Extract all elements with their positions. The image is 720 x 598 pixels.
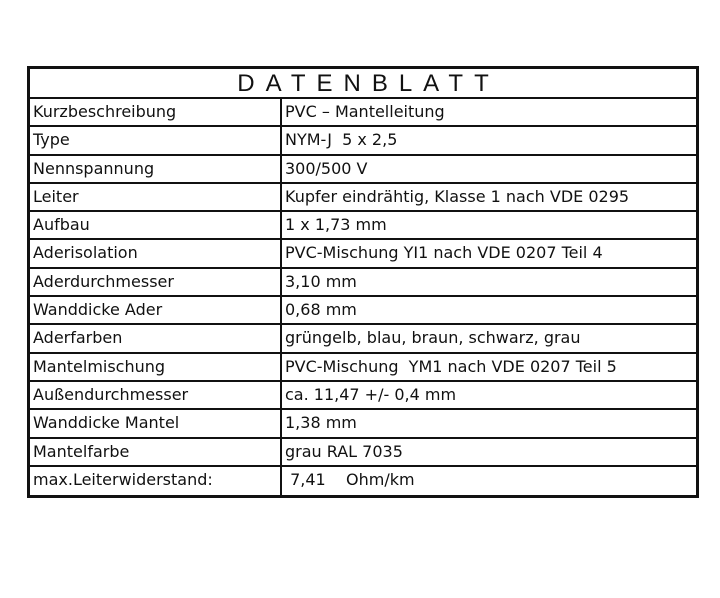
row-label: max.Leiterwiderstand: xyxy=(30,467,282,495)
row-value: 300/500 V xyxy=(285,158,368,178)
row-value: 7,41 Ohm/km xyxy=(285,469,415,489)
row-label: Wanddicke Ader xyxy=(30,297,282,323)
row-label: Aufbau xyxy=(30,212,282,238)
row-label: Außendurchmesser xyxy=(30,382,282,408)
row-value: Kupfer eindrähtig, Klasse 1 nach VDE 0295 xyxy=(285,186,630,206)
row-value: PVC – Mantelleitung xyxy=(285,102,445,121)
table-row-wanddicke-mantel xyxy=(30,410,696,438)
row-value: 1 x 1,73 mm xyxy=(285,215,387,235)
row-value: 0,68 mm xyxy=(285,300,357,320)
row-label: Aderdurchmesser xyxy=(30,269,282,295)
row-value: 1,38 mm xyxy=(285,413,357,433)
table-row-max-leiterwiderstand xyxy=(30,467,696,495)
row-label: Nennspannung xyxy=(30,156,282,182)
table-row-aderdurchmesser xyxy=(30,269,696,297)
row-value: ca. 11,47 +/- 0,4 mm xyxy=(285,384,457,404)
row-value: grüngelb, blau, braun, schwarz, grau xyxy=(285,328,581,348)
row-label: Type xyxy=(30,127,282,153)
table-row-leiter xyxy=(30,184,696,212)
table-row-nennspannung xyxy=(30,156,696,184)
datasheet-title: DATENBLATT xyxy=(237,70,500,97)
table-row-wanddicke-ader xyxy=(30,297,696,325)
row-value: PVC-Mischung YI1 nach VDE 0207 Teil 4 xyxy=(285,243,603,263)
title-row xyxy=(30,69,696,99)
row-label: Mantelmischung xyxy=(30,354,282,380)
table-row-aderfarben xyxy=(30,325,696,353)
row-label: Aderfarben xyxy=(30,325,282,351)
row-value: 3,10 mm xyxy=(285,271,357,291)
table-row-aderisolation xyxy=(30,240,696,268)
datasheet-table xyxy=(27,66,699,498)
row-value: NYM-J 5 x 2,5 xyxy=(285,130,398,150)
table-row-kurzbeschreibung xyxy=(30,99,696,127)
row-value: PVC-Mischung YM1 nach VDE 0207 Teil 5 xyxy=(285,356,617,376)
table-row-mantelmischung xyxy=(30,354,696,382)
row-label: Aderisolation xyxy=(30,240,282,266)
table-row-aussendurchmesser xyxy=(30,382,696,410)
row-label: Wanddicke Mantel xyxy=(30,410,282,436)
row-label: Mantelfarbe xyxy=(30,439,282,465)
table-row-mantelfarbe xyxy=(30,439,696,467)
table-row-aufbau xyxy=(30,212,696,240)
row-label: Kurzbeschreibung xyxy=(30,99,282,125)
row-value: grau RAL 7035 xyxy=(285,441,403,461)
table-row-type xyxy=(30,127,696,155)
row-label: Leiter xyxy=(30,184,282,210)
